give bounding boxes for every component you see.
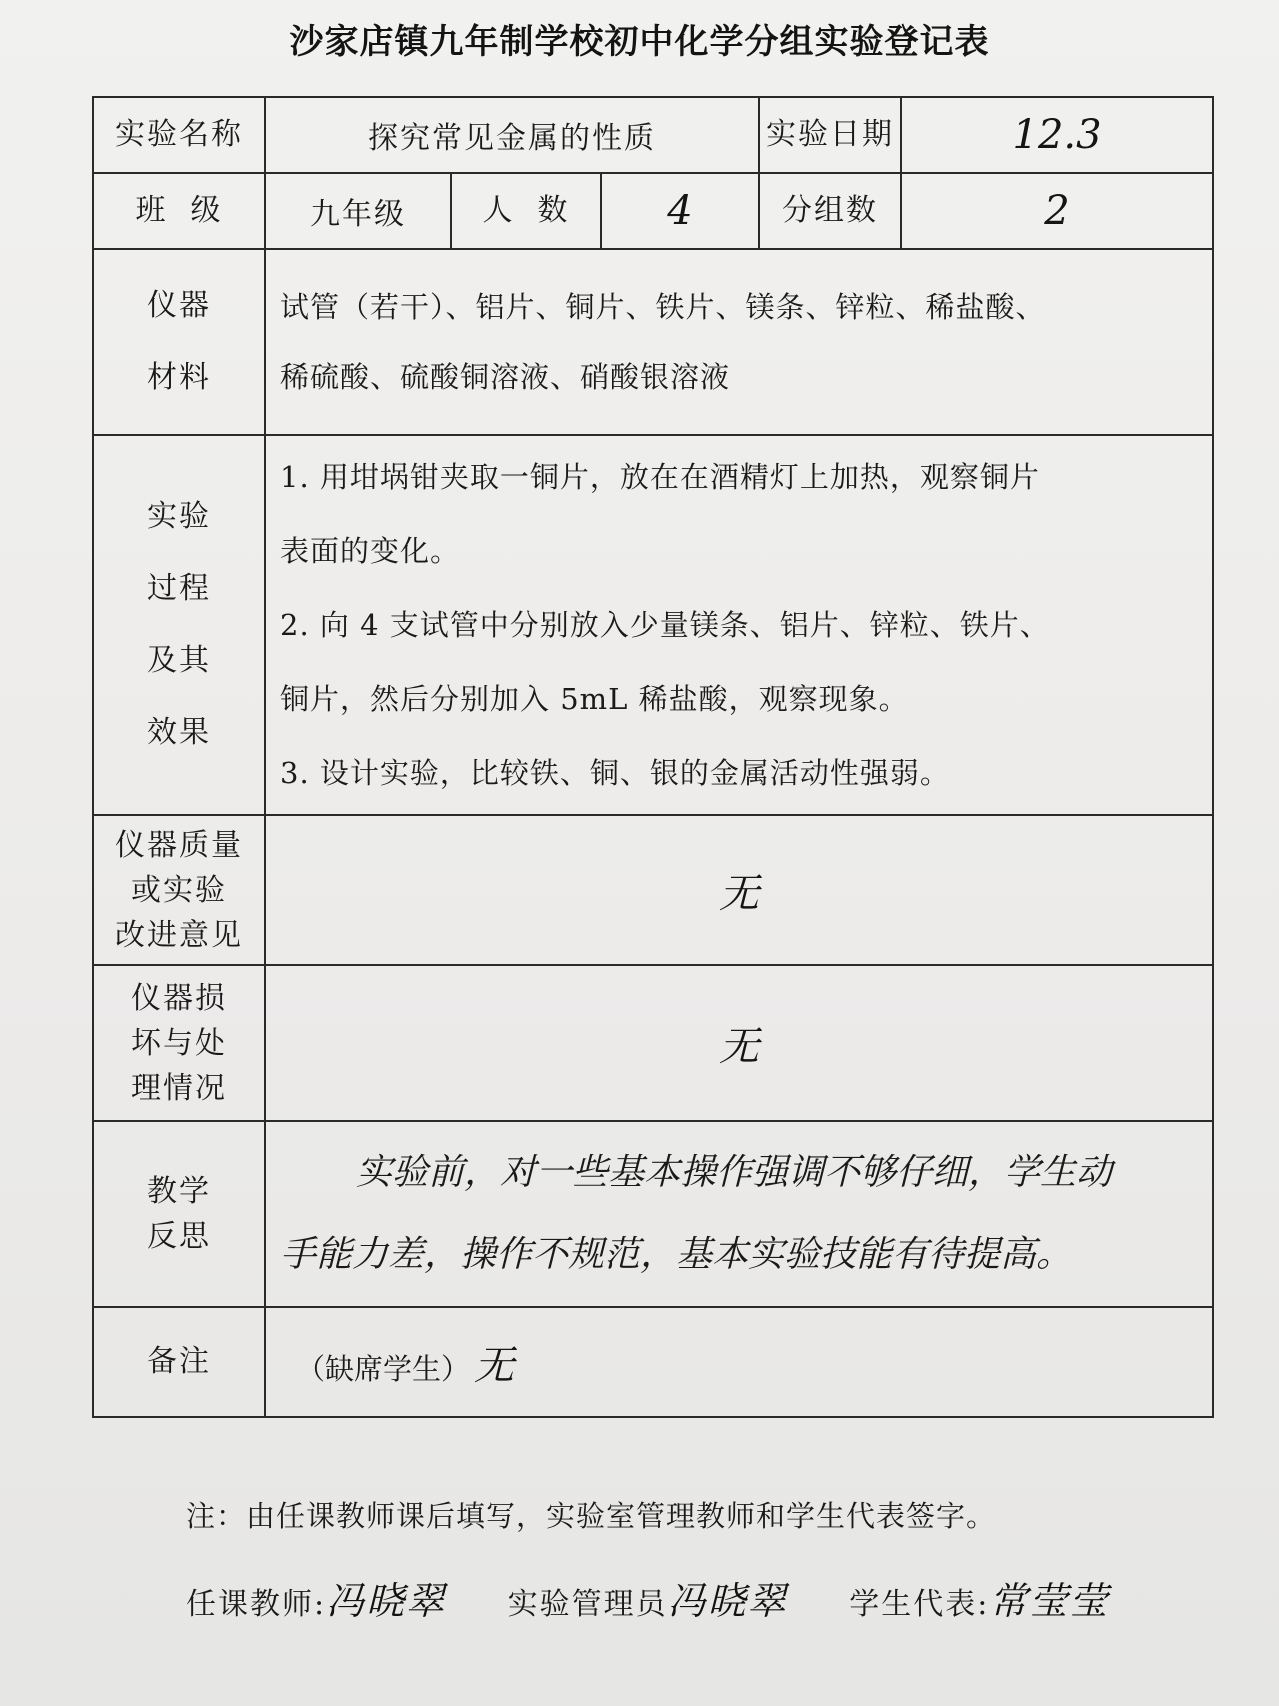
row-class — [93, 173, 1213, 249]
class-value: 九年级 — [265, 173, 451, 249]
quality-label-line: 改进意见 — [115, 917, 243, 953]
materials-line: 试管（若干）、铝片、铜片、铁片、镁条、锌粒、稀盐酸、 — [280, 290, 1046, 324]
reflection-line-2: 手能力差，操作不规范，基本实验技能有待提高。 — [280, 1234, 1073, 1275]
reflection-line — [280, 1132, 1198, 1214]
reflection-label-line: 教学 — [147, 1174, 211, 1209]
groups-value: 2 — [901, 173, 1213, 249]
experiment-name-label: 实验名称 — [93, 97, 265, 173]
quality-label — [93, 815, 265, 965]
row-remarks — [93, 1307, 1213, 1417]
admin-signature: 冯晓翠 — [667, 1579, 788, 1623]
row-process — [93, 435, 1213, 815]
student-label: 学生代表: — [849, 1587, 990, 1622]
page-title: 沙家店镇九年制学校初中化学分组实验登记表 — [289, 22, 990, 62]
people-value: 4 — [601, 173, 759, 249]
teacher-signature: 冯晓翠 — [326, 1579, 447, 1623]
people-label: 人 数 — [451, 173, 601, 249]
reflection-label — [93, 1121, 265, 1307]
materials-label — [93, 249, 265, 435]
process-label-line: 效果 — [147, 715, 211, 750]
experiment-name-value: 探究常见金属的性质 — [265, 97, 759, 173]
materials-list — [265, 249, 1213, 435]
remarks-prefix: （缺席学生） — [296, 1351, 471, 1386]
process-step-line: 1. 用坩埚钳夹取一铜片，放在在酒精灯上加热，观察铜片 — [280, 460, 1040, 494]
process-label-line: 及其 — [147, 643, 211, 678]
reflection-line-1: 实验前，对一些基本操作强调不够仔细，学生动 — [356, 1152, 1113, 1193]
process-label-line: 过程 — [147, 571, 211, 606]
quality-label-line: 仪器质量 — [115, 827, 243, 863]
remarks-value: 无 — [474, 1342, 515, 1389]
row-reflection — [93, 1121, 1213, 1307]
row-damage — [93, 965, 1213, 1121]
damage-label-line: 坏与处 — [131, 1025, 227, 1061]
process-step-line: 铜片，然后分别加入 5mL 稀盐酸，观察现象。 — [280, 682, 909, 716]
quality-label-line: 或实验 — [131, 872, 227, 908]
row-experiment-name — [93, 97, 1213, 173]
groups-label: 分组数 — [759, 173, 901, 249]
reflection-text — [265, 1121, 1213, 1307]
damage-value: 无 — [265, 965, 1213, 1121]
admin-label: 实验管理员 — [507, 1587, 668, 1622]
remarks-cell — [265, 1307, 1213, 1417]
remarks-label: 备注 — [93, 1307, 265, 1417]
process-step-line: 表面的变化。 — [280, 534, 461, 568]
process-steps — [265, 435, 1213, 815]
footnote: 注：由任课教师课后填写，实验室管理教师和学生代表签字。 — [186, 1499, 997, 1533]
damage-label — [93, 965, 265, 1121]
damage-label-line: 理情况 — [131, 1070, 227, 1106]
experiment-register-table — [92, 96, 1214, 1418]
quality-value: 无 — [265, 815, 1213, 965]
materials-line: 稀硫酸、硫酸铜溶液、硝酸银溶液 — [280, 360, 731, 394]
class-label: 班 级 — [93, 173, 265, 249]
row-quality — [93, 815, 1213, 965]
materials-label-line: 材料 — [147, 360, 211, 395]
teacher-label: 任课教师: — [186, 1587, 327, 1622]
process-label-line: 实验 — [147, 499, 211, 534]
experiment-date-label: 实验日期 — [759, 97, 901, 173]
process-step-line: 2. 向 4 支试管中分别放入少量镁条、铝片、锌粒、铁片、 — [280, 608, 1050, 642]
process-label — [93, 435, 265, 815]
materials-label-line: 仪器 — [147, 288, 211, 323]
student-signature: 常莹莹 — [989, 1579, 1110, 1623]
process-step-line: 3. 设计实验，比较铁、铜、银的金属活动性强弱。 — [280, 756, 950, 790]
experiment-date-value: 12.3 — [901, 97, 1213, 173]
signature-line — [186, 1570, 1186, 1625]
row-materials — [93, 249, 1213, 435]
reflection-label-line: 反思 — [147, 1219, 211, 1254]
damage-label-line: 仪器损 — [131, 980, 227, 1016]
